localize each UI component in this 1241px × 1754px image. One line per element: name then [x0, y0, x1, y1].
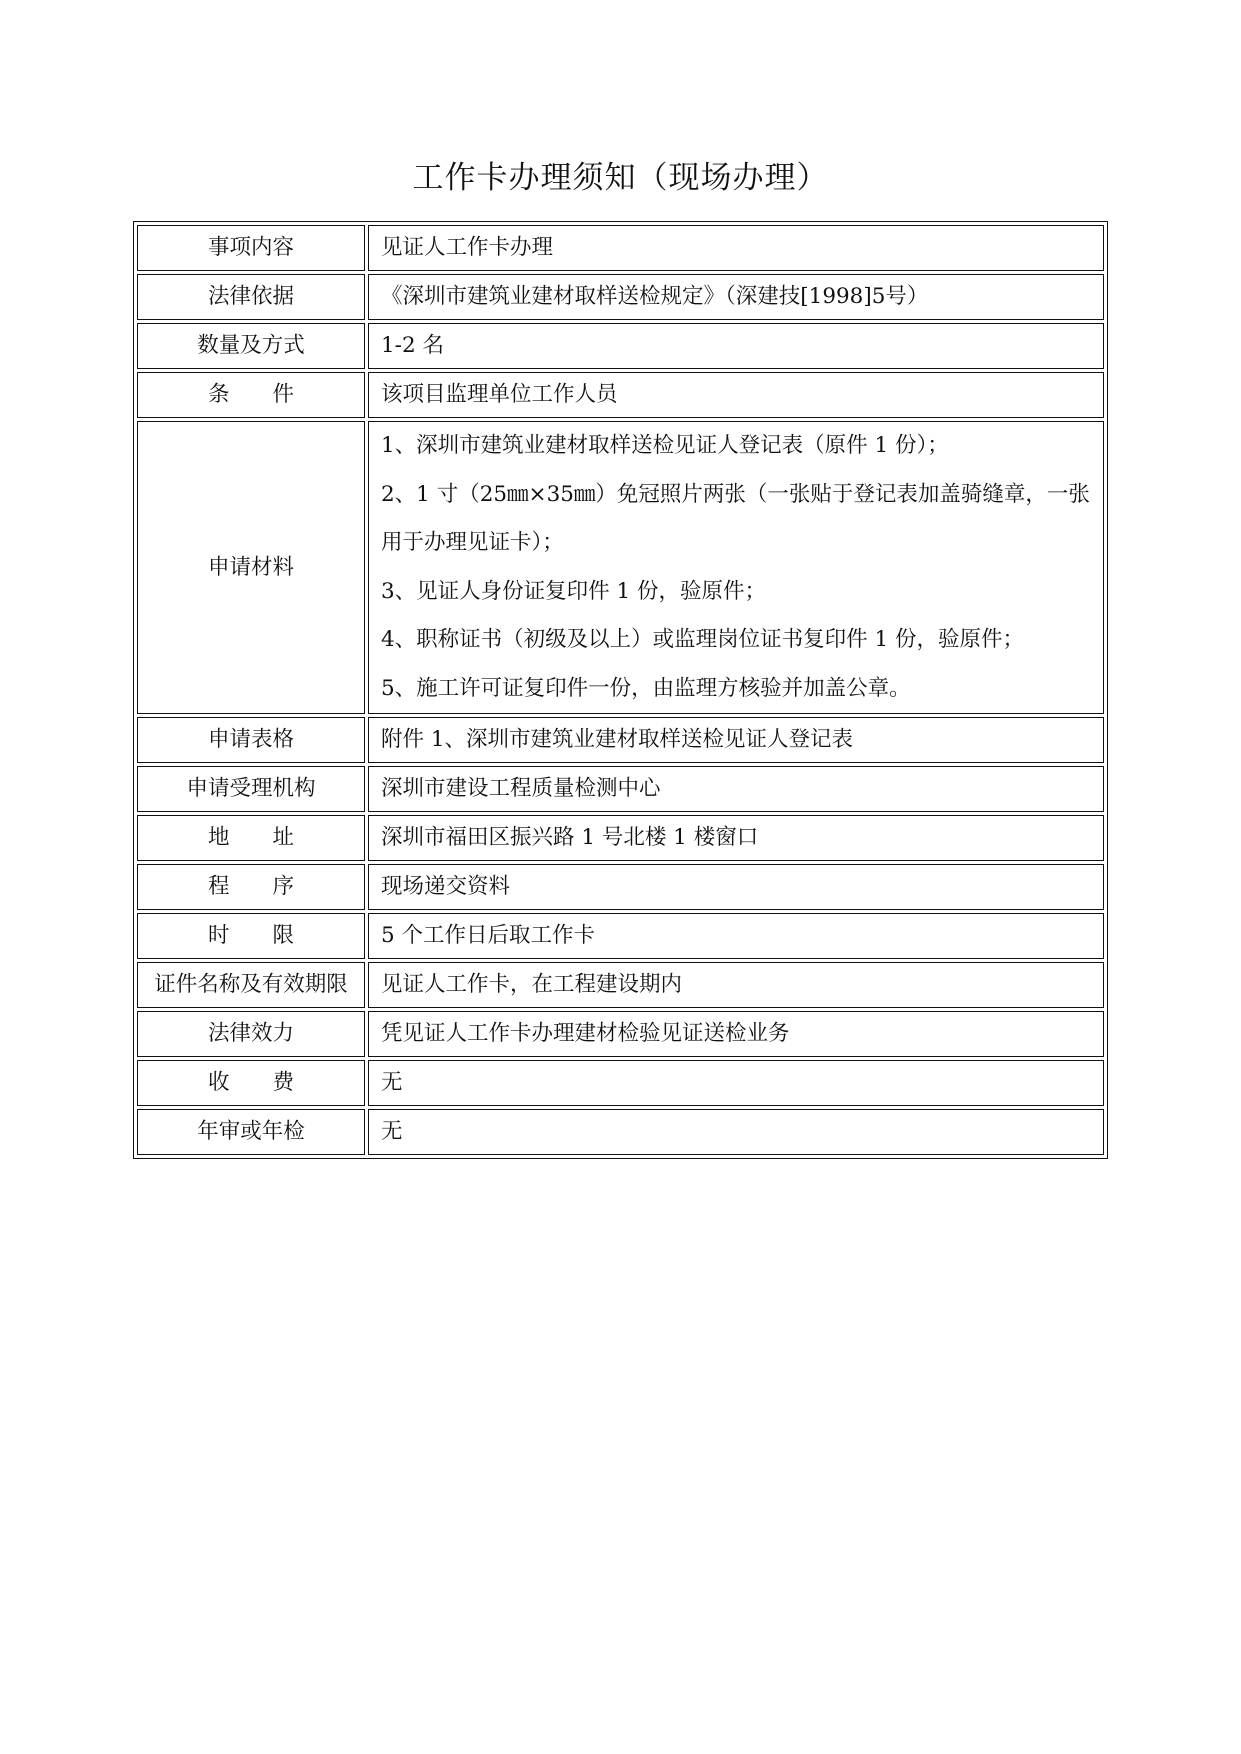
- row-value: 1-2 名: [368, 323, 1104, 369]
- row-value: 5 个工作日后取工作卡: [368, 913, 1104, 959]
- list-item: 1、深圳市建筑业建材取样送检见证人登记表（原件 1 份）；: [381, 433, 949, 458]
- table-row-forms: [137, 717, 1104, 763]
- row-value: 凭见证人工作卡办理建材检验见证送检业务: [368, 1011, 1104, 1057]
- row-label: 地 址: [137, 815, 365, 861]
- row-label: 申请表格: [137, 717, 365, 763]
- row-label: 事项内容: [137, 225, 365, 271]
- materials-cell: [368, 421, 1104, 714]
- row-value: 深圳市建设工程质量检测中心: [368, 766, 1104, 812]
- table-row-fee: [137, 1060, 1104, 1106]
- row-value: 无: [368, 1060, 1104, 1106]
- row-value: 附件 1、深圳市建筑业建材取样送检见证人登记表: [368, 717, 1104, 763]
- row-value: 该项目监理单位工作人员: [368, 372, 1104, 418]
- table-row-materials: [137, 421, 1104, 714]
- table-row-legal-basis: [137, 274, 1104, 320]
- row-label: 申请受理机构: [137, 766, 365, 812]
- row-label: 年审或年检: [137, 1109, 365, 1155]
- row-label: 证件名称及有效期限: [137, 962, 365, 1008]
- row-label: 法律效力: [137, 1011, 365, 1057]
- table-row-time-limit: [137, 913, 1104, 959]
- row-value: 无: [368, 1109, 1104, 1155]
- row-value: 见证人工作卡，在工程建设期内: [368, 962, 1104, 1008]
- row-label: 数量及方式: [137, 323, 365, 369]
- table-row-annual-review: [137, 1109, 1104, 1155]
- row-label: 程 序: [137, 864, 365, 910]
- row-label: 条 件: [137, 372, 365, 418]
- row-label: 时 限: [137, 913, 365, 959]
- table-row-legal-effect: [137, 1011, 1104, 1057]
- row-value: 深圳市福田区振兴路 1 号北楼 1 楼窗口: [368, 815, 1104, 861]
- table-row-agency: [137, 766, 1104, 812]
- row-value: 现场递交资料: [368, 864, 1104, 910]
- list-item: 4、职称证书（初级及以上）或监理岗位证书复印件 1 份，验原件；: [381, 627, 1025, 652]
- document-title: 工作卡办理须知（现场办理）: [412, 160, 829, 196]
- table-row-matter: [137, 225, 1104, 271]
- materials-list: [381, 422, 1091, 713]
- row-value: 《深圳市建筑业建材取样送检规定》（深建技[1998]5号）: [368, 274, 1104, 320]
- info-table: [133, 221, 1108, 1159]
- row-value: 见证人工作卡办理: [368, 225, 1104, 271]
- row-label: 申请材料: [137, 421, 365, 714]
- table-row-conditions: [137, 372, 1104, 418]
- table-row-procedure: [137, 864, 1104, 910]
- list-item: 2、1 寸（25㎜×35㎜）免冠照片两张（一张贴于登记表加盖骑缝章，一张用于办理见证卡）；: [381, 481, 1090, 555]
- table-row-address: [137, 815, 1104, 861]
- table-row-quantity: [137, 323, 1104, 369]
- list-item: 3、见证人身份证复印件 1 份，验原件；: [381, 578, 767, 604]
- list-item: 5、施工许可证复印件一份，由监理方核验并加盖公章。: [381, 675, 911, 701]
- row-label: 法律依据: [137, 274, 365, 320]
- table-row-certificate: [137, 962, 1104, 1008]
- row-label: 收 费: [137, 1060, 365, 1106]
